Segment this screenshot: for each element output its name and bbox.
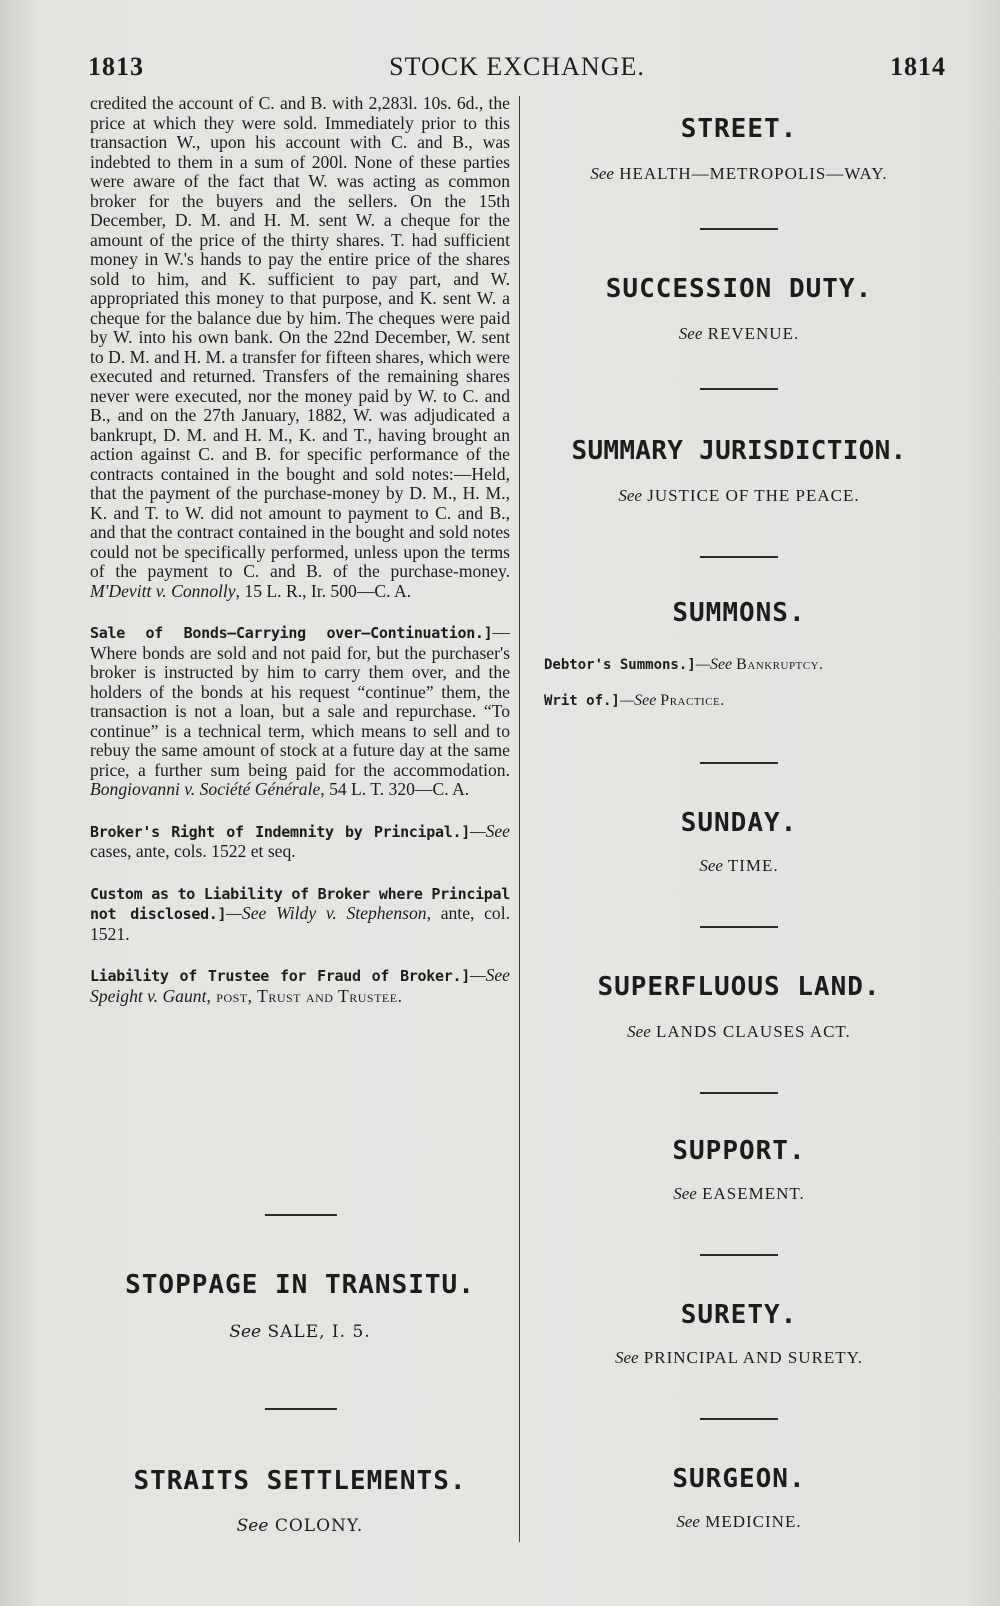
right-column [532, 96, 946, 1556]
section-rule [700, 1254, 778, 1256]
entry-heading: Sale of Bonds—Carrying over—Continuation.] [90, 624, 493, 642]
cross-reference: See TIME. [699, 856, 779, 875]
entry-heading: Custom as to Liability of Broker where Principal not disclosed.] [90, 884, 510, 923]
section-heading: STOPPAGE IN TRANSITU. [125, 1270, 475, 1300]
cross-reference: See COLONY. [236, 1516, 364, 1536]
continued-case-paragraph: credited the account of C. and B. with 2,283l. 10s. 6d., the price at which they were sold. Immediately prior to this transaction W., upon his account with C. and B., was indebted to them in a sum of 200l. None of these parties were aware of the fact that W. was acting as common broker for the buyers and the sellers. On the 15th December, D. M. and H. M. sent W. a cheque for the amount of the price of the thirty shares. T. had sufficient money in W.'s hands to pay the entire price of the shares sold to him, and K. sufficient to pay part, and W. appropriated this money to that purpose, and K. sent W. a cheque for the balance due by him. The cheques were paid by W. into his own bank. On the 22nd December, W. sent to D. M. and H. M. a transfer for fifteen shares, which were executed and returned. Transfers of the remaining shares never were executed, nor the money paid by W. to C. and B., and on the 27th January, 1882, W. was adjudicated a bankrupt, D. M. and H. M., K. and T., having brought an action against C. and B. for specific performance of the contracts contained in the bought and sold notes:—Held, that the payment of the purchase-money by D. M., H. M., K. and T. to W. did not amount to payment to C. and B., and that the contract contained in the bought and sold notes could not be specifically performed, unless upon the terms of the payment to C. and B. of the purchase-money. M'Devitt v. Connolly, 15 L. R., Ir. 500—C. A. [90, 93, 510, 601]
case-name: M'Devitt v. Connolly [90, 580, 236, 601]
broker-indemnity-paragraph: Broker's Right of Indemnity by Principal.]—See cases, ante, cols. 1522 et seq. [90, 820, 510, 861]
page-header [88, 52, 946, 88]
right-page-number: 1814 [890, 52, 946, 81]
section-heading: SUNDAY. [680, 808, 798, 838]
section-heading: SUPERFLUOUS LAND. [597, 972, 881, 1002]
section-rule [700, 388, 778, 390]
left-column [90, 94, 510, 1006]
straits-settlements-entry [90, 1466, 510, 1546]
section-heading: SURGEON. [672, 1464, 806, 1494]
section-rule [700, 1092, 778, 1094]
cross-reference: See REVENUE. [678, 324, 800, 343]
section-rule [265, 1214, 337, 1216]
section-rule [700, 228, 778, 230]
section-rule [265, 1408, 337, 1410]
sub-entry-debtors-summons: Debtor's Summons.]—See Bankruptcy. [544, 656, 824, 673]
section-rule [700, 762, 778, 764]
section-heading: SUMMONS. [672, 598, 806, 628]
trustee-fraud-paragraph: Liability of Trustee for Fraud of Broker.]—See Speight v. Gaunt, post, Trust and Trustee. [90, 965, 510, 1006]
case-name: Bongiovanni v. Société Générale [90, 779, 321, 799]
entry-heading: Broker's Right of Indemnity by Principal.] [90, 822, 470, 841]
stoppage-in-transitu-entry [90, 1270, 510, 1390]
cross-reference: See SALE, I. 5. [229, 1322, 371, 1342]
cross-reference: See JUSTICE OF THE PEACE. [618, 486, 860, 505]
section-heading: SURETY. [680, 1300, 798, 1330]
entry-heading: Liability of Trustee for Fraud of Broker.] [90, 967, 470, 985]
section-heading: STRAITS SETTLEMENTS. [133, 1466, 467, 1496]
cross-reference: See MEDICINE. [676, 1512, 802, 1531]
sale-of-bonds-paragraph: Sale of Bonds—Carrying over—Continuation.]—Where bonds are sold and not paid for, but the purchaser's broker is instructed by him to carry them over, and the holders of the bonds at his request “continue” them, the transaction is not a loan, but a sale and repurchase. “To continue” is a technical term, which means to sell and to rebuy the same amount of stock at a future day at the same price, a further sum being paid for the accommodation. Bongiovanni v. Société Générale, 54 L. T. 320—C. A. [90, 622, 510, 799]
section-heading: SUCCESSION DUTY. [605, 274, 873, 304]
left-page-number: 1813 [88, 52, 144, 81]
section-heading: SUMMARY JURISDICTION. [571, 436, 907, 466]
running-title: STOCK EXCHANGE. [389, 52, 645, 81]
cross-reference: See EASEMENT. [673, 1184, 805, 1203]
sub-entry-writ: Writ of.]—See Practice. [544, 692, 725, 709]
cross-reference: See HEALTH—METROPOLIS—WAY. [590, 164, 888, 183]
section-heading: SUPPORT. [672, 1136, 806, 1166]
section-rule [700, 926, 778, 928]
cross-reference: See PRINCIPAL AND SURETY. [614, 1348, 864, 1367]
column-divider [519, 96, 520, 1542]
case-name: Speight v. Gaunt [90, 985, 207, 1006]
section-heading: STREET. [680, 114, 798, 144]
case-name: Wildy v. Stephenson [276, 903, 427, 923]
custom-liability-paragraph: Custom as to Liability of Broker where Principal not disclosed.]—See Wildy v. Stephenson, ante, col. 1521. [90, 884, 511, 944]
section-rule [700, 1418, 778, 1420]
section-rule [700, 556, 778, 558]
cross-reference: See LANDS CLAUSES ACT. [627, 1022, 851, 1041]
